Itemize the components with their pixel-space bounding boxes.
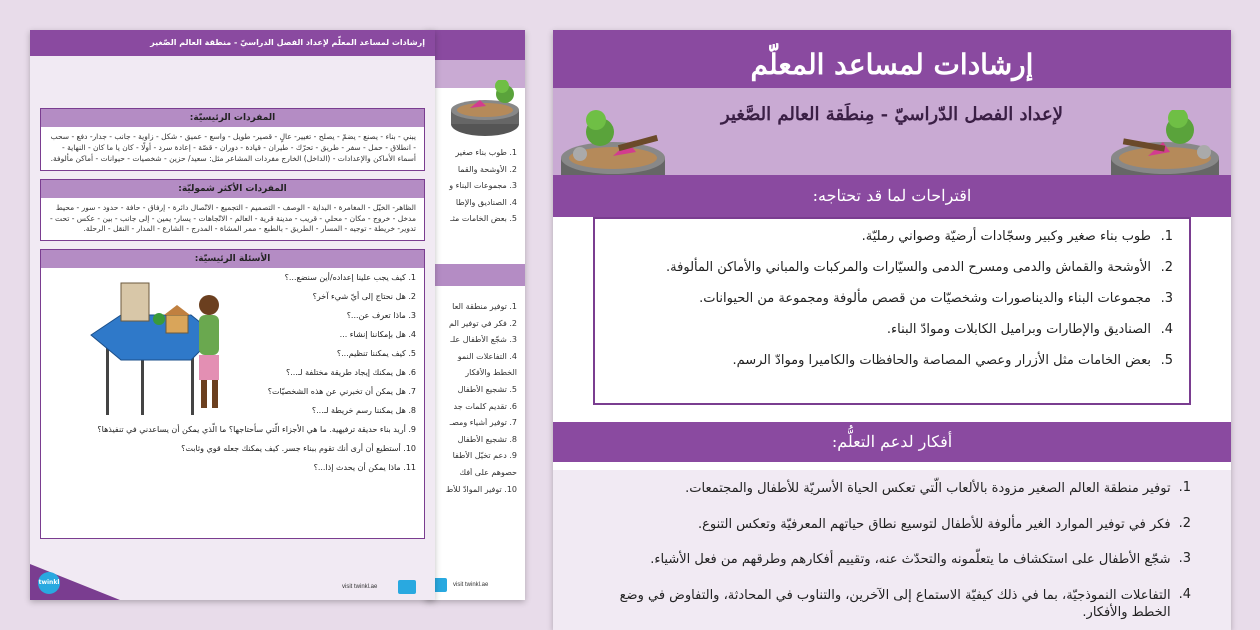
- list-item: [603, 291, 1173, 306]
- list-item: 4. الصناديق والإطا: [455, 197, 517, 207]
- list-item: 1. توفير منطقة العا: [452, 302, 517, 311]
- list-item: 6. تقديم كلمات جد: [453, 401, 517, 411]
- item-text: توفير منطقة العالم الصغير مزودة بالألعاب الّتي تعكس الحياة الأسريّة للأطفال والمجتمعات.: [685, 481, 1171, 496]
- vocab2-heading: المفردات الأكثر شموليّة:: [41, 180, 424, 198]
- suggestions-list: [595, 219, 1189, 368]
- item-number: 5.: [1160, 353, 1173, 368]
- vocab-section: [40, 108, 425, 171]
- middle-page-band: [425, 264, 525, 286]
- list-item: 8. هل يمكننا رسم خريطة لـ...؟: [311, 406, 416, 416]
- list-item: [593, 516, 1191, 534]
- list-item: 2. فكر في توفير الم: [449, 318, 517, 328]
- list-item: 9. دعم تخيّل الأطفا: [452, 451, 517, 461]
- main-page: [553, 30, 1231, 630]
- vocab-text: يبني - بناء - يصنع - يضمّ - يصلح - تغيير- عالٍ - قصير- طويل - واسع - عميق - شكل - زاوية - جانب - جدار- دفع - سحب - انطلاق - حمل - سفر - طريق - تحرّك - طيران - قيادة - دوران - قصّة - إعادة سرد - أولًا - كان يا ما كان - النهاية - أسماء الأماكن والإعدادات - (الداخل) الخارج مفردات المشاعر مثل: سعيد/ حزين - شخصيات - حيوانات - أماكن مألوفة.: [50, 132, 416, 163]
- middle-suggestions-list: [429, 148, 517, 231]
- list-item: 1. كيف يجب علينا إعداده/أين سنضع...؟: [284, 273, 416, 283]
- list-item: [603, 353, 1173, 368]
- list-item: 10. توفير الموادّ للأط: [445, 484, 517, 494]
- list-item: 6. هل يمكنك إيجاد طريقة مختلفة لـ...؟: [285, 368, 416, 378]
- list-item: 7. هل يمكن أن تخبرني عن هذه الشخصيّات؟: [267, 387, 416, 397]
- twinkl-small-logo-icon: [398, 580, 416, 594]
- list-item: [593, 480, 1191, 498]
- questions-heading: الأسئلة الرئيسيّة:: [41, 250, 424, 268]
- vocab2-section: [40, 179, 425, 242]
- list-item: 1. طوب بناء صغير: [455, 148, 517, 157]
- questions-section: [40, 249, 425, 539]
- visit-link[interactable]: visit twinkl.ae: [342, 584, 378, 590]
- list-item: 8. تشجيع الأطفال: [457, 434, 517, 444]
- list-item: حصوهم على أفك: [459, 467, 517, 477]
- item-number: 2.: [1160, 260, 1173, 275]
- item-number: 1.: [1178, 480, 1191, 495]
- item-text: طوب بناء صغير وكبير وسجّادات أرضيّة وصواني رمليّة.: [861, 229, 1151, 244]
- middle-page-header: [425, 30, 525, 60]
- item-number: 4.: [1160, 322, 1173, 337]
- list-item: 4. هل بإمكاننا إنشاء ...: [339, 330, 416, 340]
- item-text: فكر في توفير الموارد الغير مألوفة للأطفال لتوسيع نطاق حياتهم المعرفيّة وتعكس التنوع.: [698, 516, 1171, 532]
- item-text: شجّع الأطفال على استكشاف ما يتعلّمونه والتحدّث عنه، وتقييم أفكارهم وطرقهم من فعل الأشياء.: [650, 552, 1171, 568]
- vocab2-text: الظاهر- الخيّل - المغامرة - البداية - الوصف - التصميم - التجميع - الاتّصال دائرة - إرفاق - حافة - حدود - سور - محيط مدخل - خروج - مكان - محلي - قريب - مدينة قرية - العالم - الاتّجاهات - يسار- يمين - إلى جانب - بين - عكس - تحت - تدوير- خريطة - توجيه - المسار - الطريق - بالطبع - ممر المشاة - المدرج - الشارع - المدار - النقل - الرحلة.: [49, 202, 416, 234]
- item-text: الصناديق والإطارات وبراميل الكابلات وموادّ البناء.: [886, 322, 1151, 337]
- child-building-illustration-icon: [81, 275, 241, 430]
- item-text: بعض الخامات مثل الأزرار وعصي المصاصة والحافظات والكاميرا وموادّ الرسم.: [732, 353, 1151, 368]
- item-number: 1.: [1160, 229, 1173, 244]
- list-item: [603, 229, 1173, 244]
- item-number: 2.: [1178, 515, 1191, 531]
- suggestions-box: [593, 217, 1191, 405]
- list-item: 3. مجموعات البناء و: [449, 181, 517, 191]
- list-item: 3. شجّع الأطفال علـ: [450, 335, 517, 345]
- item-number: 3.: [1178, 551, 1191, 567]
- page-subtitle: لإعداد الفصل الدّراسيّ - مِنطَقة العالم الصَّغير: [721, 104, 1063, 125]
- list-item: [603, 322, 1173, 337]
- left-page-footer: [30, 564, 435, 600]
- middle-ideas-list: [429, 302, 517, 501]
- middle-page: [425, 30, 525, 600]
- item-text: التفاعلات النموذجيّة، بما في ذلك كيفيّة الاستماع إلى الآخرين، والتناوب في المحادثة، والتفاوض في وضع الخطط والأفكار.: [619, 587, 1171, 621]
- item-text: مجموعات البناء والديناصورات وشخصيّات من قصص مألوفة ومجموعة من الحيوانات.: [699, 291, 1151, 306]
- ideas-heading: أفكار لدعم التعلُّم:: [553, 422, 1231, 462]
- list-item: 9. أريد بناء حديقة ترفيهية. ما هي الأجزاء الّتي سأحتاجها؟ ما الّذي يمكن أن يساعدني في تنفيذها؟: [97, 425, 416, 435]
- left-page-body: [30, 56, 435, 600]
- tire-scene-icon: [450, 80, 525, 140]
- left-page: [30, 30, 435, 600]
- list-item: 4. التفاعلات النمو: [457, 351, 517, 361]
- list-item: 10. أستطيع أن أرى أنك تقوم ببناء جسر. كيف يمكنك جعله قوي وثابت؟: [181, 444, 416, 454]
- vocab-heading: المفردات الرئيسيّة:: [41, 109, 424, 127]
- item-text: الأوشحة والقماش والدمى ومسرح الدمى والسيّارات والمركبات والمباني والأماكن المألوفة.: [666, 260, 1151, 275]
- list-item: 2. الأوشحة والقما: [457, 164, 517, 174]
- list-item: الخطط والأفكار: [465, 368, 517, 378]
- list-item: [593, 587, 1191, 622]
- suggestions-heading: اقتراحات لما قد تحتاجه:: [553, 175, 1231, 217]
- list-item: 5. كيف يمكننا تنظيم...؟: [336, 349, 416, 359]
- list-item: 5. بعض الخامات مثـ: [450, 214, 517, 224]
- visit-link[interactable]: visit twinkl.ae: [453, 582, 489, 588]
- list-item: 5. تشجيع الأطفال: [457, 384, 517, 394]
- item-number: 3.: [1160, 291, 1173, 306]
- list-item: 11. ماذا يمكن أن يحدث إذا...؟: [313, 463, 416, 473]
- page-title: إرشادات لمساعد المعلّم: [750, 48, 1034, 81]
- list-item: [593, 551, 1191, 569]
- list-item: 3. ماذا تعرف عن...؟: [346, 311, 416, 321]
- ideas-list: [593, 480, 1191, 630]
- left-page-header: إرشادات لمساعد المعلّم لإعداد الفصل الدراسيّ - منطقة العالم الصّغير: [30, 30, 435, 56]
- list-item: 2. هل نحتاج إلى أيّ شيء آخر؟: [312, 292, 416, 302]
- list-item: 7. توفير أشياء ومصـ: [449, 418, 517, 428]
- list-item: [603, 260, 1173, 275]
- twinkl-logo-icon: twinkl: [38, 572, 60, 594]
- item-number: 4.: [1178, 586, 1191, 602]
